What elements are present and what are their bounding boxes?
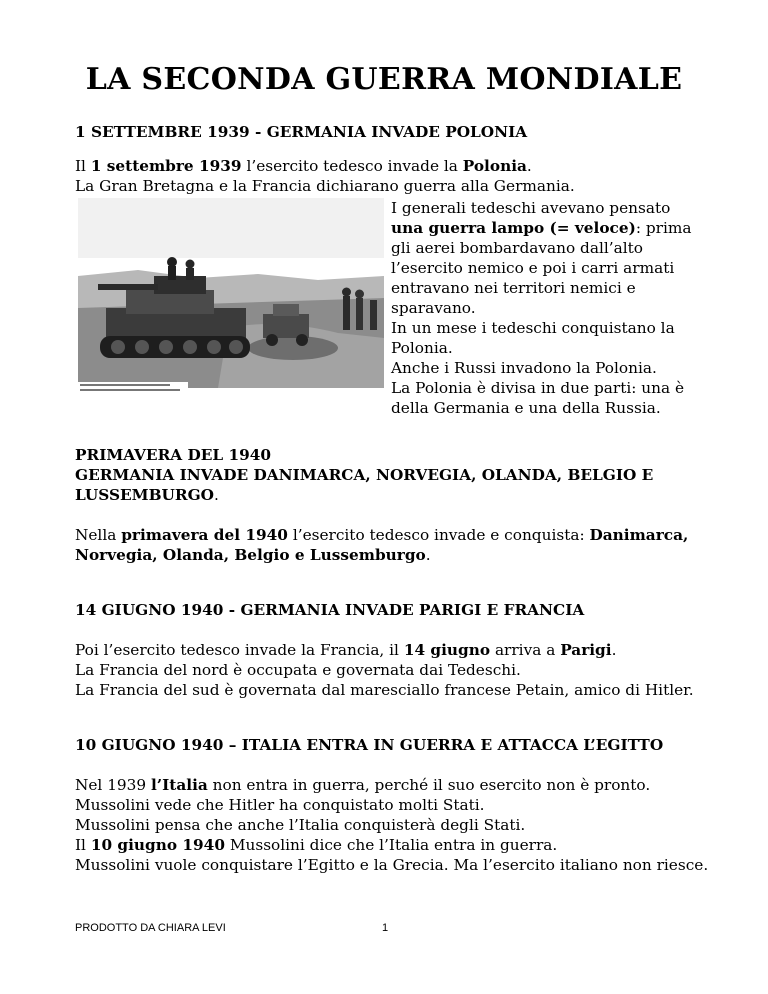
section-4-paragraph-1: Nel 1939 l’Italia non entra in guerra, perché il suo esercito non è pronto. [75,776,651,794]
section-2-paragraph-1: Nella primavera del 1940 l’esercito tedesco invade e conquista: Danimarca, [75,526,689,544]
section-4-heading: 10 GIUGNO 1940 – ITALIA ENTRA IN GUERRA E ATTACCA L’EGITTO [75,736,664,754]
section-4-paragraph-2: Mussolini vede che Hitler ha conquistato molti Stati. [75,796,485,814]
side-line: entravano nei territori nemici e [391,279,636,297]
side-line: La Polonia è divisa in due parti: una è [391,379,685,397]
side-line: una guerra lampo (= veloce): prima [391,219,692,237]
side-line: Polonia. [391,339,453,357]
section-3-paragraph-1: Poi l’esercito tedesco invade la Francia, il 14 giugno arriva a Parigi. [75,641,617,659]
section-1-heading: 1 SETTEMBRE 1939 - GERMANIA INVADE POLONIA [75,123,528,141]
footer-author: PRODOTTO DA CHIARA LEVI [75,922,226,934]
section-1-paragraph-2: La Gran Bretagna e la Francia dichiarano guerra alla Germania. [75,177,575,195]
tank-photo [78,198,384,398]
section-4-paragraph-4: Il 10 giugno 1940 Mussolini dice che l’Italia entra in guerra. [75,836,558,854]
section-1-paragraph-1: Il 1 settembre 1939 l’esercito tedesco invade la Polonia. [75,157,532,175]
section-3-paragraph-3: La Francia del sud è governata dal maresciallo francese Petain, amico di Hitler. [75,681,694,699]
section-2-heading-1: PRIMAVERA DEL 1940 [75,446,272,464]
section-3-heading: 14 GIUGNO 1940 - GERMANIA INVADE PARIGI E FRANCIA [75,601,585,619]
section-2-paragraph-2: Norvegia, Olanda, Belgio e Lussemburgo. [75,546,431,564]
side-line: l’esercito nemico e poi i carri armati [391,259,675,277]
section-1-side-text [391,198,691,418]
section-3-paragraph-2: La Francia del nord è occupata e governata dai Tedeschi. [75,661,521,679]
section-4-paragraph-5: Mussolini vuole conquistare l’Egitto e la Grecia. Ma l’esercito italiano non riesce. [75,856,709,874]
section-2-heading-3: LUSSEMBURGO. [75,486,219,504]
side-line: gli aerei bombardavano dall’alto [391,239,643,257]
side-line: I generali tedeschi avevano pensato [391,199,671,217]
page-number: 1 [382,922,389,934]
section-4-paragraph-3: Mussolini pensa che anche l’Italia conquisterà degli Stati. [75,816,526,834]
page-title: LA SECONDA GUERRA MONDIALE [85,62,683,97]
side-line: In un mese i tedeschi conquistano la [391,319,675,337]
side-line: Anche i Russi invadono la Polonia. [391,359,657,377]
section-2-heading-2: GERMANIA INVADE DANIMARCA, NORVEGIA, OLANDA, BELGIO E [75,466,654,484]
side-line: della Germania e una della Russia. [391,399,661,417]
side-line: sparavano. [391,299,476,317]
